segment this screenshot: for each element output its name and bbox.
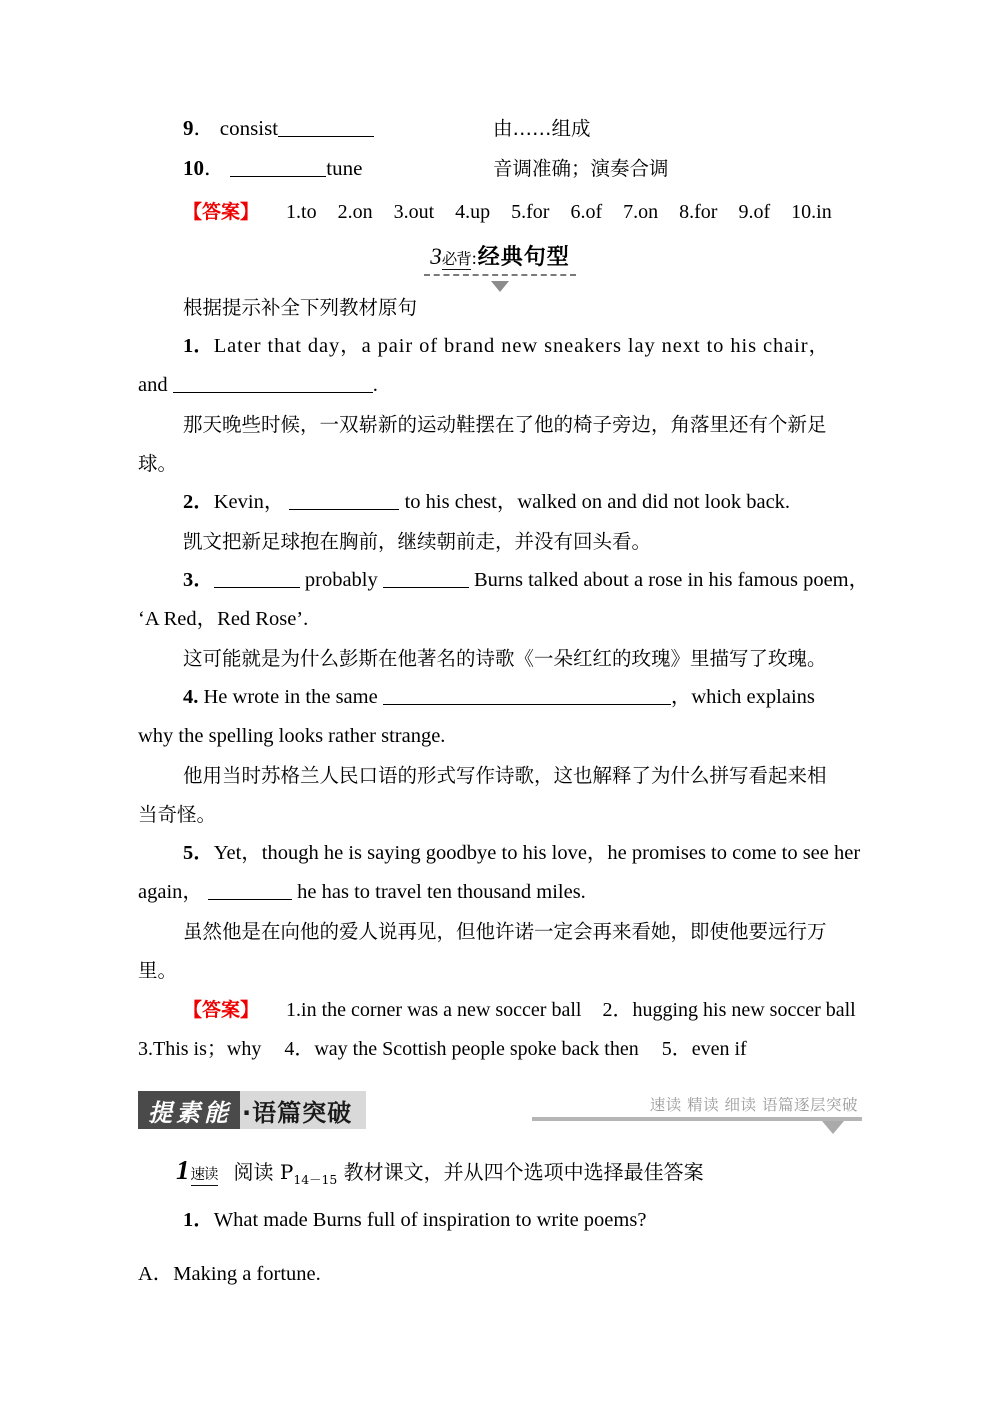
- sentences-answer-row: [138, 990, 862, 1030]
- sentence-en-line: [138, 678, 862, 717]
- vocab-english: [183, 112, 493, 142]
- sentence-en-line: [138, 366, 862, 405]
- task-badge: [176, 1155, 218, 1186]
- question-number: 1．: [183, 1209, 214, 1231]
- item-en-text: Burns talked about a rose in his famous poem，: [474, 569, 870, 591]
- banner-title-group: [138, 1091, 366, 1129]
- vocab-answer-item: 7.on: [623, 201, 659, 223]
- vocab-chinese: 音调准确；演奏合调: [493, 157, 669, 180]
- sentence-en-line: ‘A Red，Red Rose’.: [138, 608, 309, 630]
- sentences-instruction: 根据提示补全下列教材原句: [183, 296, 418, 319]
- vocab-word: consist: [219, 116, 279, 140]
- sentence-cn-line: 他用当时苏格兰人民口语的形式写作诗歌，这也解释了为什么拼写看起来相: [183, 764, 827, 787]
- item-number: 3．: [183, 569, 214, 591]
- task-instruction-sub: 14－15: [293, 1172, 338, 1187]
- answer-label: 【答案】: [183, 999, 260, 1021]
- subheader-colon: :: [471, 248, 477, 268]
- vocab-word: tune: [326, 156, 363, 180]
- vocab-answer-item: 6.of: [570, 201, 603, 223]
- vocab-blank: [230, 156, 326, 177]
- sentence-item: [138, 678, 862, 834]
- fill-blank: [383, 568, 469, 588]
- vocab-row: [138, 152, 862, 192]
- item-en-text: Yet，though he is saying goodbye to his love，he promises to come to see her: [213, 842, 861, 864]
- vocab-index-dot: ．: [193, 116, 215, 140]
- sentences-answer-item: 4．way the Scottish people spoke back then: [284, 1038, 639, 1060]
- banner-rule: [532, 1117, 862, 1121]
- sentences-answer-item: 1.in the corner was a new soccer ball: [286, 999, 582, 1021]
- down-triangle-icon: [822, 1121, 844, 1134]
- sentence-en-line: [138, 873, 862, 912]
- vocab-answer-item: 8.for: [679, 201, 718, 223]
- subheader-main-label: 经典句型: [477, 245, 570, 270]
- fill-blank: [208, 880, 292, 900]
- task-instruction: [234, 1156, 704, 1188]
- item-en-text: ，which explains: [670, 686, 815, 708]
- item-en-text: Kevin，: [213, 491, 285, 513]
- vocab-index-dot: ．: [204, 156, 225, 180]
- fill-blank: [289, 490, 399, 510]
- banner-subtitle-group: [532, 1093, 862, 1121]
- sentences-answer-item: 2．hugging his new soccer ball: [602, 999, 856, 1021]
- vocab-answer-item: 5.for: [511, 201, 550, 223]
- vocab-blank: [278, 116, 374, 137]
- task-badge-label: 速读: [191, 1163, 218, 1186]
- item-en-text: to his chest，walked on and did not look back.: [404, 491, 791, 513]
- subheader-number: 3: [430, 244, 442, 269]
- item-number: 2．: [183, 491, 214, 513]
- item-number: 5．: [183, 842, 214, 864]
- sentences-answer-items: [286, 999, 872, 1021]
- sentence-cn-line: 这可能就是为什么彭斯在他著名的诗歌《一朵红红的玫瑰》里描写了玫瑰。: [183, 647, 827, 670]
- vocab-answer-items: [286, 201, 848, 223]
- sentence-cn-line: 那天晚些时候，一双崭新的运动鞋摆在了他的椅子旁边，角落里还有个新足: [183, 413, 827, 436]
- fill-blank: [383, 685, 671, 705]
- item-en-text: and: [138, 374, 168, 396]
- banner-light-label: ·语篇突破: [240, 1091, 366, 1129]
- sentence-cn-line: 当奇怪。: [138, 803, 217, 826]
- sentence-item: [138, 834, 862, 990]
- banner-dark-label: 提素能: [138, 1091, 240, 1129]
- item-en-text: .: [372, 374, 378, 396]
- section-subheader: [138, 240, 862, 280]
- sentence-cn-line: 球。: [138, 452, 178, 475]
- vocab-index: 10: [183, 156, 204, 180]
- page-content: [138, 0, 870, 1294]
- sentence-item: [138, 327, 862, 483]
- question-text: What made Burns full of inspiration to write poems?: [213, 1209, 647, 1231]
- sentence-item: [138, 483, 862, 561]
- down-triangle-icon: [491, 281, 509, 292]
- task-instruction-pre: 阅读 P: [233, 1160, 294, 1184]
- item-en-text: He wrote in the same: [203, 686, 378, 708]
- fill-blank: [214, 568, 300, 588]
- sentence-en-line: [138, 834, 862, 873]
- vocab-chinese: 由……组成: [493, 117, 591, 140]
- sentences-answer-item: 5．even if: [661, 1038, 747, 1060]
- section-subheader-inner: [424, 240, 576, 280]
- item-en-text: he has to travel ten thousand miles.: [297, 881, 586, 903]
- vocab-answer-item: 2.on: [337, 201, 373, 223]
- subheader-small-label: 必背: [441, 250, 471, 268]
- answer-label: 【答案】: [183, 201, 260, 223]
- reading-task-row: [138, 1155, 862, 1188]
- vocab-list: [138, 0, 862, 232]
- option-line: A．Making a fortune.: [138, 1263, 321, 1285]
- subheader-dashed-rule: [424, 274, 576, 276]
- section-banner: [138, 1091, 862, 1137]
- vocab-answer-item: 9.of: [738, 201, 771, 223]
- vocab-answer-item: 4.up: [455, 201, 491, 223]
- sentence-cn-line: 虽然他是在向他的爱人说再见，但他许诺一定会再来看她，即使他要远行万: [183, 920, 827, 943]
- sentence-item: [138, 561, 870, 678]
- vocab-answer-row: [138, 192, 862, 232]
- sentence-en-line: why the spelling looks rather strange.: [138, 725, 446, 747]
- item-en-text: probably: [304, 569, 378, 591]
- sentence-cn-line: 凯文把新足球抱在胸前，继续朝前走，并没有回头看。: [183, 530, 652, 553]
- banner-subtitle: 速读 精读 细读 语篇逐层突破: [649, 1096, 858, 1114]
- sentence-en-line: [138, 483, 862, 522]
- vocab-english: [183, 152, 493, 182]
- sentence-en-line: [138, 327, 862, 366]
- sentence-cn-line: 里。: [138, 959, 178, 982]
- vocab-answer-item: 3.out: [393, 201, 435, 223]
- sentences-answer-item: 3.This is；why: [138, 1038, 262, 1060]
- vocab-answer-item: 1.to: [286, 201, 317, 223]
- item-number: 4.: [183, 686, 199, 708]
- sentence-en-line: [138, 561, 870, 600]
- item-en-text: Later that day，a pair of brand new sneakers lay next to his chair，: [213, 335, 830, 357]
- fill-blank: [173, 373, 373, 393]
- sentences-answer-row-2: [138, 1030, 862, 1069]
- task-instruction-post: 教材课文，并从四个选项中选择最佳答案: [337, 1160, 704, 1184]
- item-number: 1．: [183, 335, 214, 357]
- item-en-text: again，: [138, 881, 203, 903]
- vocab-row: [138, 112, 862, 152]
- task-badge-number: 1: [176, 1155, 190, 1185]
- vocab-index: 9: [183, 116, 194, 140]
- question-line: [138, 1200, 862, 1240]
- vocab-answer-item: 10.in: [791, 201, 832, 223]
